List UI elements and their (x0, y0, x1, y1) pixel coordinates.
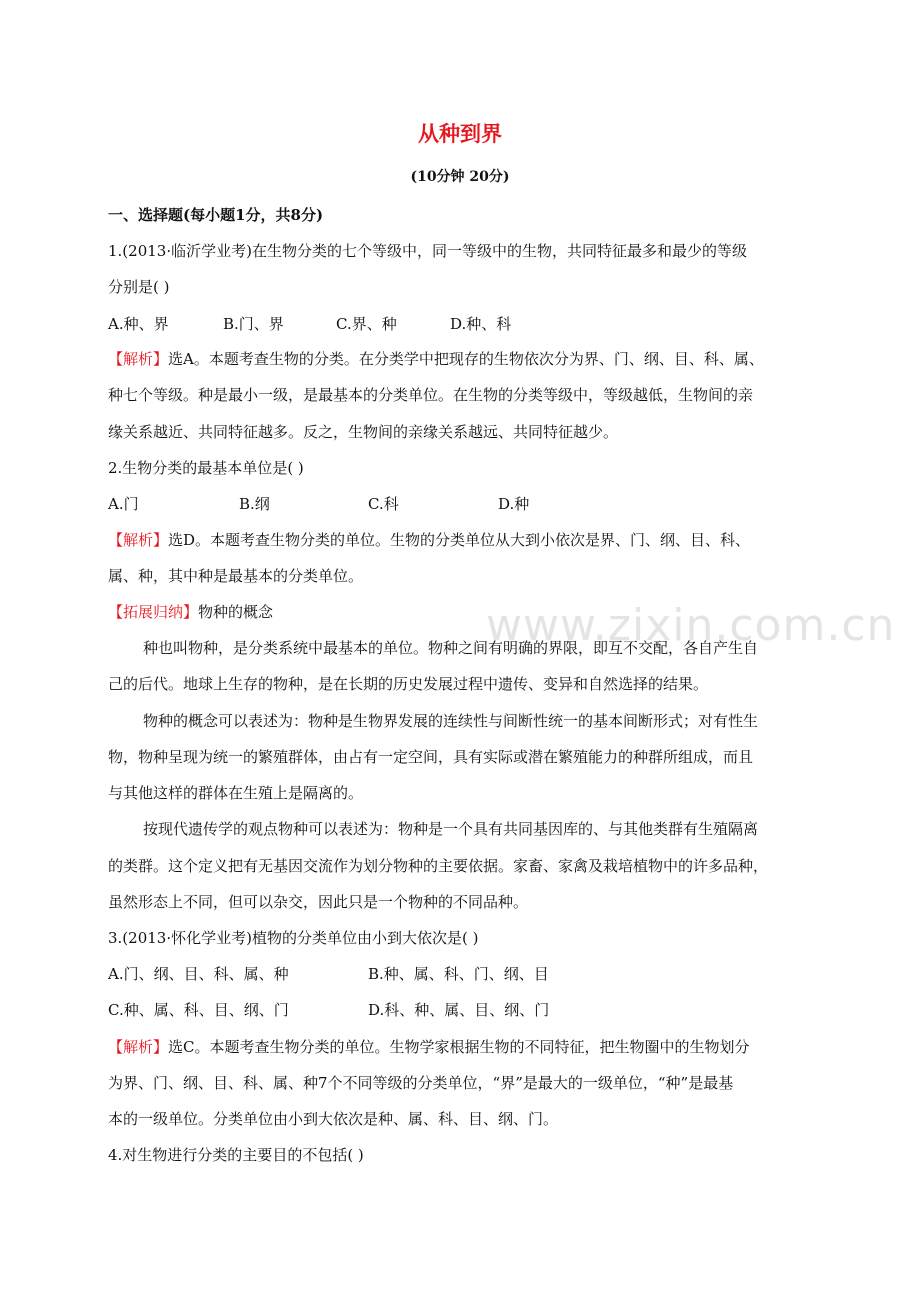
q3-option-c: C.种、属、科、目、纲、门 (108, 1001, 289, 1019)
page-title: 从种到界 (418, 122, 502, 146)
section-heading: 一、选择题(每小题1分，共8分) (108, 206, 324, 224)
analysis-tag: 【解析】 (108, 350, 169, 368)
extend-heading-line (108, 601, 818, 622)
q3-option-a: A.门、纲、目、科、属、种 (108, 965, 289, 983)
q1-option-b: B.门、界 (223, 315, 284, 333)
q3-analysis-line2: 为界、门、纲、目、科、属、种7个不同等级的分类单位，“界”是最大的一级单位，“种”是最基 (108, 1074, 734, 1092)
q1-analysis-line1 (108, 348, 818, 369)
extend-p3-line2: 的类群。这个定义把有无基因交流作为划分物种的主要依据。家畜、家禽及栽培植物中的许多品种， (108, 857, 769, 875)
q1-stem-line2: 分别是( ) (108, 278, 170, 296)
q3-stem: 3.(2013·怀化学业考)植物的分类单位由小到大依次是( ) (108, 929, 479, 947)
page-subtitle: (10分钟 20分) (410, 169, 510, 185)
extend-p1-line2: 己的后代。地球上生存的物种，是在长期的历史发展过程中遗传、变异和自然选择的结果。 (108, 675, 709, 693)
q2-stem: 2.生物分类的最基本单位是( ) (108, 459, 304, 477)
extend-p2-line2: 物，物种呈现为统一的繁殖群体，由占有一定空间，具有实际或潜在繁殖能力的种群所组成，而且 (108, 748, 754, 766)
q4-stem: 4.对生物进行分类的主要目的不包括( ) (108, 1146, 364, 1164)
watermark: www.zixin.com.cn (486, 600, 896, 651)
extend-p2-line1: 物种的概念可以表述为：物种是生物界发展的连续性与间断性统一的基本间断形式；对有性生 (143, 712, 759, 730)
extend-heading: 物种的概念 (198, 603, 274, 621)
analysis-tag: 【解析】 (108, 531, 169, 549)
q2-analysis-text: 选D。本题考查生物分类的单位。生物的分类单位从大到小依次是界、门、纲、目、科、 (168, 531, 751, 549)
q3-analysis-line1 (108, 1036, 818, 1057)
q3-analysis-text: 选C。本题考查生物分类的单位。生物学家根据生物的不同特征，把生物圈中的生物划分 (168, 1038, 750, 1056)
extend-p1-line1: 种也叫物种，是分类系统中最基本的单位。物种之间有明确的界限，即互不交配，各自产生自 (143, 639, 759, 657)
q3-option-b: B.种、属、科、门、纲、目 (368, 965, 549, 983)
analysis-tag: 【解析】 (108, 1038, 169, 1056)
q2-option-d: D.种 (498, 495, 530, 513)
q1-option-d: D.种、科 (450, 315, 512, 333)
q2-option-b: B.纲 (239, 495, 270, 513)
q1-option-c: C.界、种 (336, 315, 397, 333)
q3-option-d: D.科、种、属、目、纲、门 (368, 1001, 550, 1019)
q2-analysis-line1 (108, 529, 818, 550)
extend-p3-line3: 虽然形态上不同，但可以杂交，因此只是一个物种的不同品种。 (108, 893, 529, 911)
q2-analysis-line2: 属、种，其中种是最基本的分类单位。 (108, 567, 364, 585)
q2-option-c: C.科 (368, 495, 399, 513)
q1-analysis-line2: 种七个等级。种是最小一级，是最基本的分类单位。在生物的分类等级中，等级越低，生物间的亲 (108, 386, 754, 404)
q3-analysis-line3: 本的一级单位。分类单位由小到大依次是种、属、科、目、纲、门。 (108, 1110, 559, 1128)
q1-analysis-line3: 缘关系越近、共同特征越多。反之，生物间的亲缘关系越远、共同特征越少。 (108, 423, 619, 441)
q1-option-a: A.种、界 (108, 315, 169, 333)
extend-tag: 【拓展归纳】 (108, 603, 199, 621)
q1-analysis-text: 选A。本题考查生物的分类。在分类学中把现存的生物依次分为界、门、纲、目、科、属、 (168, 350, 764, 368)
q2-option-a: A.门 (108, 495, 139, 513)
extend-p2-line3: 与其他这样的群体在生殖上是隔离的。 (108, 784, 364, 802)
extend-p3-line1: 按现代遗传学的观点物种可以表述为：物种是一个具有共同基因库的、与其他类群有生殖隔离 (143, 820, 759, 838)
q1-stem-line1: 1.(2013·临沂学业考)在生物分类的七个等级中，同一等级中的生物，共同特征最多和最少的等级 (108, 242, 747, 260)
